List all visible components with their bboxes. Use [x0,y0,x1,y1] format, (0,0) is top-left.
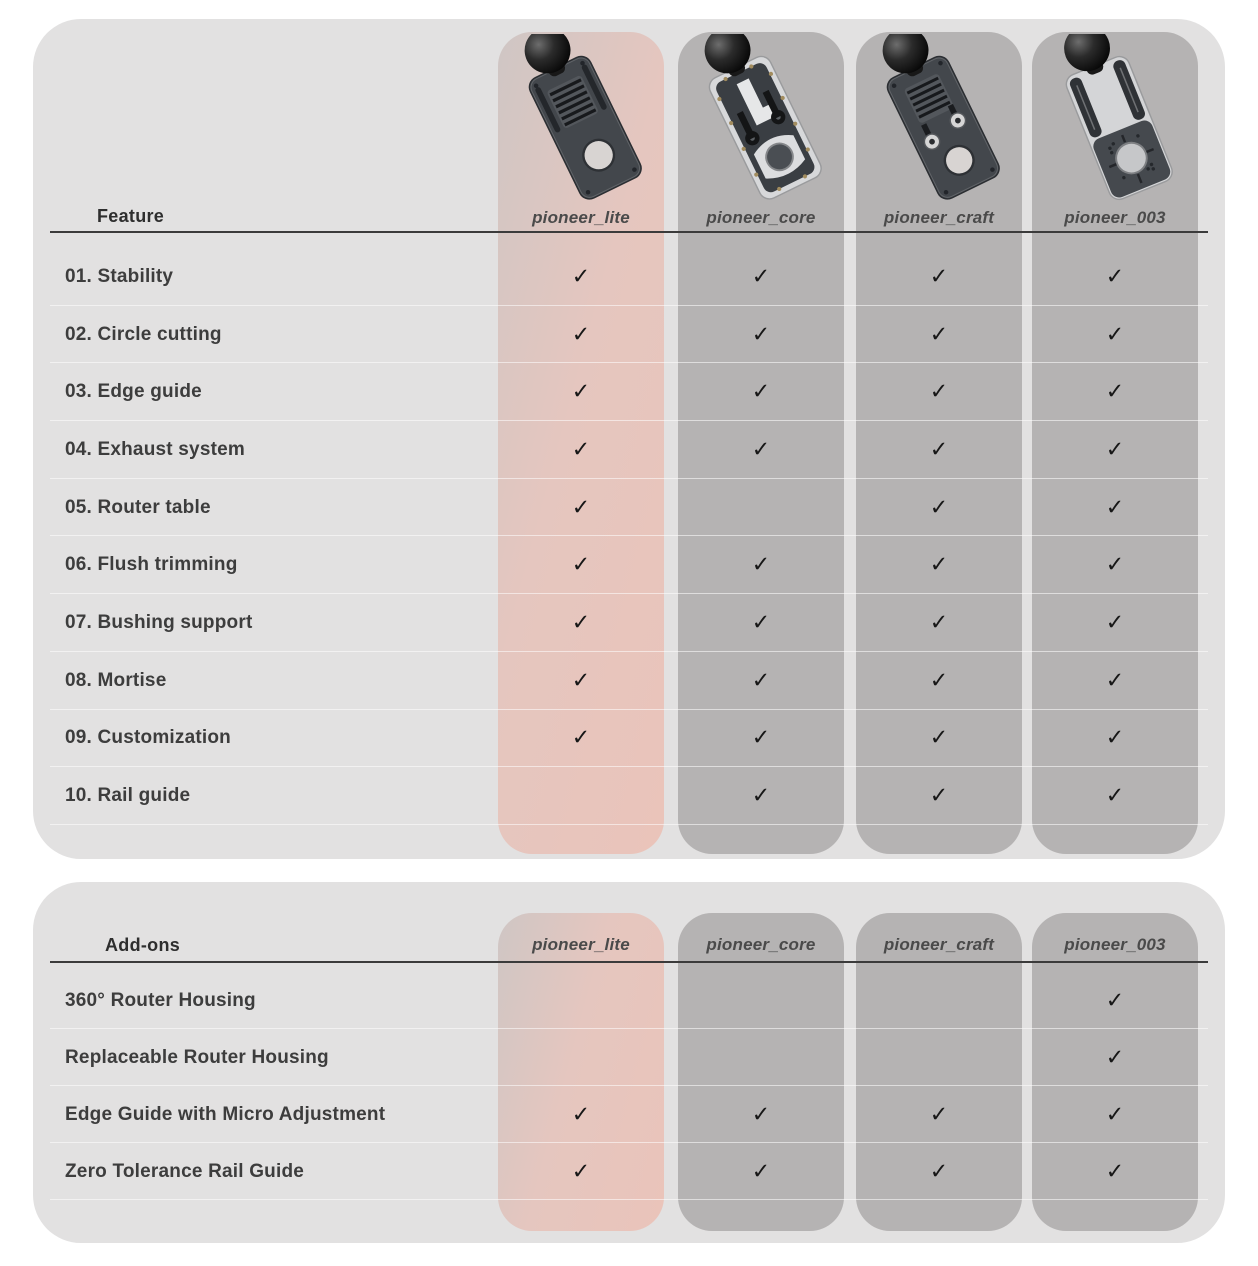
feature-rows [33,248,1225,825]
product-image-pioneer-craft [864,34,1014,206]
feature-row [33,421,1225,479]
check-icon: ✓ [1105,379,1125,405]
row-label: 01. Stability [65,265,174,287]
check-icon: ✓ [1105,495,1125,521]
product-name-pioneer-craft: pioneer_craft [883,935,995,954]
row-label: 02. Circle cutting [65,323,222,345]
addon-row [33,972,1225,1029]
check-icon: ✓ [571,668,591,694]
check-icon: ✓ [571,379,591,405]
check-icon: ✓ [571,495,591,521]
check-icon: ✓ [751,437,771,463]
row-label: 07. Bushing support [65,611,253,633]
check-icon: ✓ [571,552,591,578]
addon-row [33,1029,1225,1086]
addons-panel [33,882,1225,1243]
check-icon: ✓ [929,264,949,290]
feature-row [33,652,1225,710]
feature-row [33,363,1225,421]
check-icon: ✓ [751,379,771,405]
feature-row [33,248,1225,306]
check-icon: ✓ [571,1102,591,1127]
header-divider [50,231,1208,233]
product-name-pioneer-craft: pioneer_craft [883,208,995,227]
check-icon: ✓ [571,264,591,290]
feature-row [33,594,1225,652]
row-label: Replaceable Router Housing [65,1046,329,1068]
check-icon: ✓ [929,725,949,751]
check-icon: ✓ [751,610,771,636]
check-icon: ✓ [1105,552,1125,578]
check-icon: ✓ [929,322,949,348]
product-name-pioneer-core: pioneer_core [706,208,816,227]
row-label: 03. Edge guide [65,381,202,403]
check-icon: ✓ [1105,783,1125,809]
check-icon: ✓ [571,437,591,463]
check-icon: ✓ [1105,725,1125,751]
check-icon: ✓ [929,495,949,521]
check-icon: ✓ [1105,1045,1125,1070]
feature-table-header: Feature [97,206,165,226]
check-icon: ✓ [929,610,949,636]
check-icon: ✓ [1105,610,1125,636]
check-icon: ✓ [1105,988,1125,1013]
row-label: 360° Router Housing [65,989,256,1011]
feature-row [33,710,1225,768]
check-icon: ✓ [751,668,771,694]
check-icon: ✓ [571,610,591,636]
check-icon: ✓ [929,437,949,463]
row-label: 06. Flush trimming [65,554,238,576]
addons-table-header: Add-ons [105,935,181,955]
addon-rows [33,972,1225,1200]
product-name-pioneer-003: pioneer_003 [1064,935,1166,954]
check-icon: ✓ [751,264,771,290]
check-icon: ✓ [571,1159,591,1184]
row-label: 09. Customization [65,727,231,749]
product-name-pioneer-lite: pioneer_lite [532,935,630,954]
check-icon: ✓ [929,1159,949,1184]
addon-row [33,1086,1225,1143]
check-icon: ✓ [751,322,771,348]
check-icon: ✓ [1105,322,1125,348]
feature-comparison-panel [33,19,1225,859]
feature-row [33,479,1225,537]
check-icon: ✓ [1105,1102,1125,1127]
check-icon: ✓ [929,1102,949,1127]
feature-row [33,767,1225,825]
feature-row [33,306,1225,364]
check-icon: ✓ [1105,1159,1125,1184]
row-label: 05. Router table [65,496,211,518]
row-label: 10. Rail guide [65,785,191,807]
check-icon: ✓ [751,725,771,751]
check-icon: ✓ [929,668,949,694]
row-label: 08. Mortise [65,669,167,691]
header-divider [50,961,1208,963]
product-name-pioneer-lite: pioneer_lite [532,208,630,227]
addon-row [33,1143,1225,1200]
product-image-pioneer-lite [506,34,656,206]
product-name-pioneer-003: pioneer_003 [1064,208,1166,227]
check-icon: ✓ [929,783,949,809]
product-image-pioneer-003 [1040,34,1190,206]
check-icon: ✓ [929,379,949,405]
row-label: 04. Exhaust system [65,438,245,460]
router-jig-illustration [864,34,1014,206]
check-icon: ✓ [1105,437,1125,463]
product-image-pioneer-core [686,34,836,206]
check-icon: ✓ [1105,264,1125,290]
row-label: Zero Tolerance Rail Guide [65,1160,305,1182]
check-icon: ✓ [571,322,591,348]
check-icon: ✓ [929,552,949,578]
check-icon: ✓ [751,783,771,809]
check-icon: ✓ [571,725,591,751]
check-icon: ✓ [751,1102,771,1127]
row-label: Edge Guide with Micro Adjustment [65,1103,386,1125]
check-icon: ✓ [1105,668,1125,694]
product-name-pioneer-core: pioneer_core [706,935,816,954]
check-icon: ✓ [751,552,771,578]
check-icon: ✓ [751,1159,771,1184]
router-jig-illustration [506,34,656,206]
feature-row [33,536,1225,594]
router-jig-illustration [686,34,836,206]
router-jig-illustration [1040,34,1190,206]
